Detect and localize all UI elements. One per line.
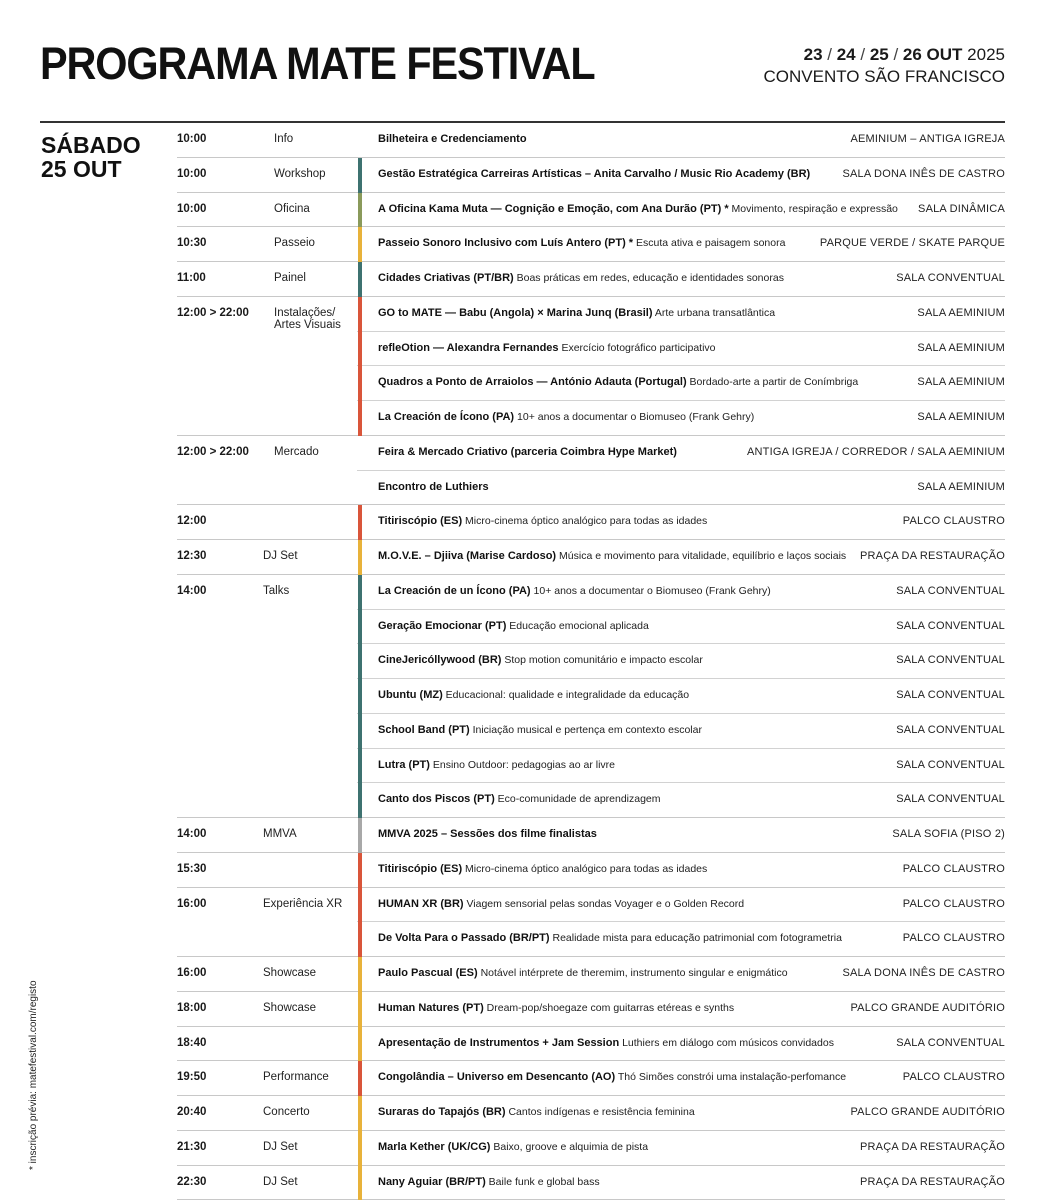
day-label	[41, 133, 141, 181]
event-category: Passeio	[274, 237, 315, 250]
schedule-row	[177, 158, 1005, 193]
event-venue: SALA CONVENTUAL	[896, 272, 1005, 284]
event-venue: SALA DONA INÊS DE CASTRO	[842, 967, 1005, 979]
day-date: 25 OUT	[41, 156, 122, 182]
event-subtitle: 10+ anos a documentar o Biomuseo (Frank Gehry)	[530, 584, 771, 597]
event-description	[378, 272, 784, 284]
event-title: GO to MATE — Babu (Angola) × Marina Junq (Brasil)	[378, 306, 653, 319]
category-color-bar	[358, 1061, 362, 1096]
event-description	[378, 1002, 734, 1014]
event-subtitle: Dream-pop/shoegaze com guitarras etéreas e synths	[483, 1001, 735, 1014]
event-time: 16:00	[177, 967, 207, 979]
event-category: Experiência XR	[263, 897, 343, 910]
event-venue: PALCO GRANDE AUDITÓRIO	[850, 1001, 1005, 1014]
event-title: Suraras do Tapajós (BR)	[378, 1106, 506, 1118]
schedule-row	[177, 505, 1005, 540]
event-venue: ANTIGA IGREJA / CORREDOR / SALA AEMINIUM	[747, 445, 1005, 458]
event-description	[378, 307, 775, 319]
category-color-bar	[358, 262, 362, 297]
schedule-row	[177, 1166, 1005, 1200]
event-time: 12:30	[177, 550, 207, 562]
category-color-bar	[358, 401, 362, 436]
festival-dates	[764, 44, 1006, 88]
event-venue: SALA CONVENTUAL	[896, 793, 1005, 806]
event-title: CineJericóllywood (BR)	[378, 654, 502, 667]
event-venue: SALA DINÂMICA	[918, 202, 1005, 215]
event-description	[378, 1141, 648, 1153]
schedule-row	[177, 227, 1005, 262]
category-color-bar	[358, 714, 362, 749]
event-category: Instalações/ Artes Visuais	[274, 306, 341, 331]
schedule-row	[177, 714, 1005, 749]
event-venue: SALA SOFIA (PISO 2)	[892, 828, 1005, 840]
event-subtitle: Baixo, groove e alquimia de pista	[490, 1140, 649, 1153]
date-23: 23	[803, 45, 823, 64]
event-time: 14:00	[177, 828, 207, 840]
event-venue: PALCO CLAUSTRO	[902, 515, 1005, 528]
event-title: La Creación de un Ícono (PA)	[378, 584, 531, 597]
event-subtitle: Cantos indígenas e resistência feminina	[505, 1106, 695, 1118]
schedule-table	[177, 123, 1005, 1200]
event-venue: SALA AEMINIUM	[917, 411, 1005, 423]
event-title: HUMAN XR (BR)	[378, 897, 464, 910]
category-color-bar	[358, 992, 362, 1027]
event-time: 15:30	[177, 862, 207, 875]
schedule-row	[177, 783, 1005, 818]
schedule-row	[177, 992, 1005, 1027]
schedule-row	[177, 540, 1005, 575]
event-subtitle: Educação emocional aplicada	[506, 619, 649, 632]
event-time: 10:00	[177, 167, 207, 180]
event-category: DJ Set	[263, 1140, 298, 1153]
event-description	[378, 1106, 695, 1118]
event-subtitle: Escuta ativa e paisagem sonora	[633, 237, 786, 250]
category-color-bar	[358, 1027, 362, 1062]
category-color-bar	[358, 227, 362, 262]
date-25: 25	[869, 45, 889, 64]
event-description	[378, 1176, 600, 1188]
schedule-row	[177, 853, 1005, 888]
year: 2025	[967, 45, 1005, 64]
registration-note: * inscrição prévia: matefestival.com/registo	[28, 980, 39, 1170]
schedule-row	[177, 436, 1005, 471]
event-description	[378, 689, 689, 701]
event-description	[378, 863, 707, 875]
category-color-bar	[358, 888, 362, 923]
event-title: refleOtion — Alexandra Fernandes	[378, 341, 559, 354]
event-subtitle: Boas práticas em redes, educação e identidades sonoras	[513, 272, 784, 284]
category-color-bar	[358, 505, 362, 540]
category-color-bar	[358, 366, 362, 401]
event-title: Apresentação de Instrumentos + Jam Session	[378, 1036, 620, 1049]
schedule-row	[177, 1096, 1005, 1131]
day-name: SÁBADO	[41, 132, 141, 158]
event-description	[378, 237, 785, 249]
event-category: Concerto	[263, 1106, 310, 1118]
event-title: M.O.V.E. – Djiiva (Marise Cardoso)	[378, 550, 557, 562]
event-venue: PALCO CLAUSTRO	[902, 1071, 1005, 1084]
event-title: Paulo Pascual (ES)	[378, 967, 478, 979]
schedule-row	[177, 818, 1005, 853]
event-venue: SALA CONVENTUAL	[896, 758, 1005, 771]
event-venue: PALCO GRANDE AUDITÓRIO	[850, 1106, 1005, 1118]
event-venue: SALA CONVENTUAL	[896, 619, 1005, 632]
event-venue: PRAÇA DA RESTAURAÇÃO	[860, 550, 1005, 562]
event-time: 12:00	[177, 515, 207, 528]
event-subtitle: Micro-cinema óptico analógico para todas as idades	[462, 862, 708, 875]
category-color-bar	[358, 610, 362, 645]
event-venue: PALCO CLAUSTRO	[902, 862, 1005, 875]
event-description	[378, 1037, 834, 1049]
event-title: Canto dos Piscos (PT)	[378, 793, 495, 806]
event-time: 12:00 > 22:00	[177, 445, 249, 458]
schedule-row	[177, 297, 1005, 332]
event-time: 21:30	[177, 1140, 207, 1153]
schedule-row	[177, 471, 1005, 506]
event-description	[378, 793, 661, 805]
event-description	[378, 759, 615, 771]
schedule-row	[177, 1027, 1005, 1062]
event-category: DJ Set	[263, 550, 298, 562]
event-venue: SALA AEMINIUM	[917, 480, 1005, 493]
category-color-bar	[358, 332, 362, 367]
category-color-bar	[358, 1096, 362, 1131]
event-category: Info	[274, 133, 294, 145]
schedule-row	[177, 1131, 1005, 1166]
event-subtitle: 10+ anos a documentar o Biomuseo (Frank Gehry)	[514, 411, 755, 423]
event-category: Showcase	[263, 1001, 317, 1014]
event-venue: SALA CONVENTUAL	[896, 654, 1005, 667]
event-venue: PRAÇA DA RESTAURAÇÃO	[860, 1140, 1005, 1153]
event-category: MMVA	[263, 828, 297, 840]
event-title: De Volta Para o Passado (BR/PT)	[378, 932, 550, 945]
event-title: MMVA 2025 – Sessões dos filme finalistas	[378, 828, 597, 840]
date-line: 23 / 24 / 25 / 26 OUT 2025	[803, 45, 1005, 64]
event-title: Passeio Sonoro Inclusivo com Luís Antero (PT) *	[378, 237, 634, 250]
schedule-row	[177, 366, 1005, 401]
event-description	[378, 898, 744, 910]
event-subtitle: Educacional: qualidade e integralidade da educação	[442, 689, 690, 701]
event-description	[378, 585, 771, 597]
event-title: Bilheteira e Credenciamento	[378, 133, 527, 145]
event-subtitle: Notável intérprete de theremim, instrumento singular e enigmático	[477, 967, 788, 979]
category-color-bar	[358, 783, 362, 818]
event-description	[378, 515, 707, 527]
event-category: Oficina	[274, 202, 310, 215]
event-description	[378, 550, 846, 562]
event-time: 14:00	[177, 584, 207, 597]
event-venue: SALA DONA INÊS DE CASTRO	[842, 167, 1005, 180]
event-venue: SALA CONVENTUAL	[896, 584, 1005, 597]
event-title: Marla Kether (UK/CG)	[378, 1140, 491, 1153]
event-venue: SALA CONVENTUAL	[896, 1036, 1005, 1049]
event-title: Feira & Mercado Criativo (parceria Coimbra Hype Market)	[378, 445, 677, 458]
event-title: Nany Aguiar (BR/PT)	[378, 1175, 486, 1188]
schedule-row	[177, 123, 1005, 158]
event-title: Quadros a Ponto de Arraiolos — António Adauta (Portugal)	[378, 376, 687, 389]
event-subtitle: Viagem sensorial pelas sondas Voyager e o Golden Record	[463, 897, 745, 910]
event-time: 16:00	[177, 897, 207, 910]
event-subtitle: Iniciação musical e pertença em contexto escolar	[469, 723, 702, 736]
event-time: 18:00	[177, 1001, 207, 1014]
event-subtitle: Exercício fotográfico participativo	[558, 341, 716, 354]
event-title: School Band (PT)	[378, 723, 470, 736]
date-24: 24	[836, 45, 856, 64]
event-description	[378, 654, 703, 666]
event-subtitle: Arte urbana transatlântica	[652, 306, 776, 319]
event-subtitle: Thó Simões constrói uma instalação-perfomance	[615, 1071, 847, 1084]
event-description	[378, 342, 716, 354]
event-description	[378, 1071, 846, 1083]
category-color-bar	[358, 957, 362, 992]
event-subtitle: Ensino Outdoor: pedagogias ao ar livre	[429, 758, 615, 771]
event-category: Workshop	[274, 167, 326, 180]
event-subtitle: Eco-comunidade de aprendizagem	[494, 793, 661, 806]
schedule-row	[177, 1061, 1005, 1096]
category-color-bar	[358, 644, 362, 679]
category-color-bar	[358, 540, 362, 575]
category-color-bar	[358, 575, 362, 610]
event-title: Encontro de Luthiers	[378, 480, 489, 493]
event-venue: AEMINIUM – ANTIGA IGREJA	[850, 133, 1005, 145]
event-description	[378, 446, 677, 458]
event-description	[378, 411, 754, 423]
event-venue: SALA AEMINIUM	[917, 306, 1005, 319]
category-color-bar	[358, 158, 362, 193]
event-time: 10:30	[177, 237, 207, 250]
event-description	[378, 967, 788, 979]
event-description	[378, 620, 649, 632]
venue: CONVENTO SÃO FRANCISCO	[763, 67, 1005, 86]
event-subtitle: Movimento, respiração e expressão	[728, 202, 898, 215]
event-title: Titiriscópio (ES)	[378, 515, 463, 528]
event-venue: PALCO CLAUSTRO	[902, 897, 1005, 910]
event-title: Human Natures (PT)	[378, 1001, 484, 1014]
date-26: 26 OUT	[902, 45, 963, 64]
event-title: Geração Emocionar (PT)	[378, 619, 507, 632]
category-color-bar	[358, 853, 362, 888]
event-category: Talks	[263, 584, 290, 597]
event-subtitle: Bordado-arte a partir de Conímbriga	[686, 376, 859, 389]
event-title: Titiriscópio (ES)	[378, 862, 463, 875]
event-description	[378, 203, 898, 215]
event-venue: SALA AEMINIUM	[917, 376, 1005, 389]
event-time: 18:40	[177, 1036, 207, 1049]
schedule-row	[177, 644, 1005, 679]
schedule-row	[177, 749, 1005, 784]
schedule-row	[177, 679, 1005, 714]
event-subtitle: Stop motion comunitário e impacto escolar	[501, 654, 703, 667]
event-venue: SALA CONVENTUAL	[896, 689, 1005, 701]
event-description	[378, 828, 597, 840]
page-title: PROGRAMA MATE FESTIVAL	[40, 38, 595, 89]
schedule-row	[177, 610, 1005, 645]
event-venue: SALA AEMINIUM	[917, 341, 1005, 354]
category-color-bar	[358, 1131, 362, 1166]
event-title: La Creación de Ícono (PA)	[378, 411, 515, 423]
event-time: 10:00	[177, 202, 207, 215]
schedule-row	[177, 401, 1005, 436]
schedule-row	[177, 575, 1005, 610]
event-venue: SALA CONVENTUAL	[896, 723, 1005, 736]
event-time: 22:30	[177, 1175, 207, 1188]
event-subtitle: Baile funk e global bass	[485, 1175, 600, 1188]
event-title: Cidades Criativas (PT/BR)	[378, 272, 514, 284]
event-title: Gestão Estratégica Carreiras Artísticas – Anita Carvalho / Music Rio Academy (BR)	[378, 167, 811, 180]
event-description	[378, 481, 489, 493]
schedule-row	[177, 193, 1005, 228]
category-color-bar	[358, 818, 362, 853]
event-category: DJ Set	[263, 1175, 298, 1188]
category-color-bar	[358, 749, 362, 784]
event-category: Performance	[263, 1071, 329, 1084]
event-subtitle: Realidade mista para educação patrimonial com fotogrametria	[549, 932, 842, 945]
category-color-bar	[358, 297, 362, 332]
category-color-bar	[358, 193, 362, 228]
event-venue: PALCO CLAUSTRO	[902, 932, 1005, 945]
schedule-row	[177, 262, 1005, 297]
category-color-bar	[358, 922, 362, 957]
event-venue: PRAÇA DA RESTAURAÇÃO	[860, 1175, 1005, 1188]
event-title: A Oficina Kama Muta — Cognição e Emoção, com Ana Durão (PT) *	[378, 202, 729, 215]
event-category: Showcase	[263, 967, 317, 979]
event-title: Lutra (PT)	[378, 758, 430, 771]
event-subtitle: Luthiers em diálogo com músicos convidados	[619, 1036, 834, 1049]
event-description	[378, 724, 702, 736]
event-category: Painel	[274, 272, 306, 284]
event-venue: PARQUE VERDE / SKATE PARQUE	[819, 237, 1005, 250]
event-description	[378, 376, 858, 388]
event-time: 19:50	[177, 1071, 207, 1084]
event-description	[378, 932, 842, 944]
event-title: Congolândia – Universo em Desencanto (AO)	[378, 1071, 616, 1084]
schedule-row	[177, 888, 1005, 923]
category-color-bar	[358, 679, 362, 714]
category-color-bar	[358, 1166, 362, 1200]
event-title: Ubuntu (MZ)	[378, 689, 443, 701]
event-description	[378, 168, 810, 180]
event-subtitle: Música e movimento para vitalidade, equilíbrio e laços sociais	[556, 550, 847, 562]
schedule-row	[177, 957, 1005, 992]
schedule-row	[177, 332, 1005, 367]
event-time: 11:00	[177, 272, 206, 284]
event-description	[378, 133, 527, 145]
event-category: Mercado	[274, 445, 319, 458]
event-subtitle: Micro-cinema óptico analógico para todas as idades	[462, 515, 708, 528]
event-time: 12:00 > 22:00	[177, 306, 249, 319]
schedule-row	[177, 922, 1005, 957]
event-time: 20:40	[177, 1106, 207, 1118]
event-time: 10:00	[177, 133, 207, 145]
